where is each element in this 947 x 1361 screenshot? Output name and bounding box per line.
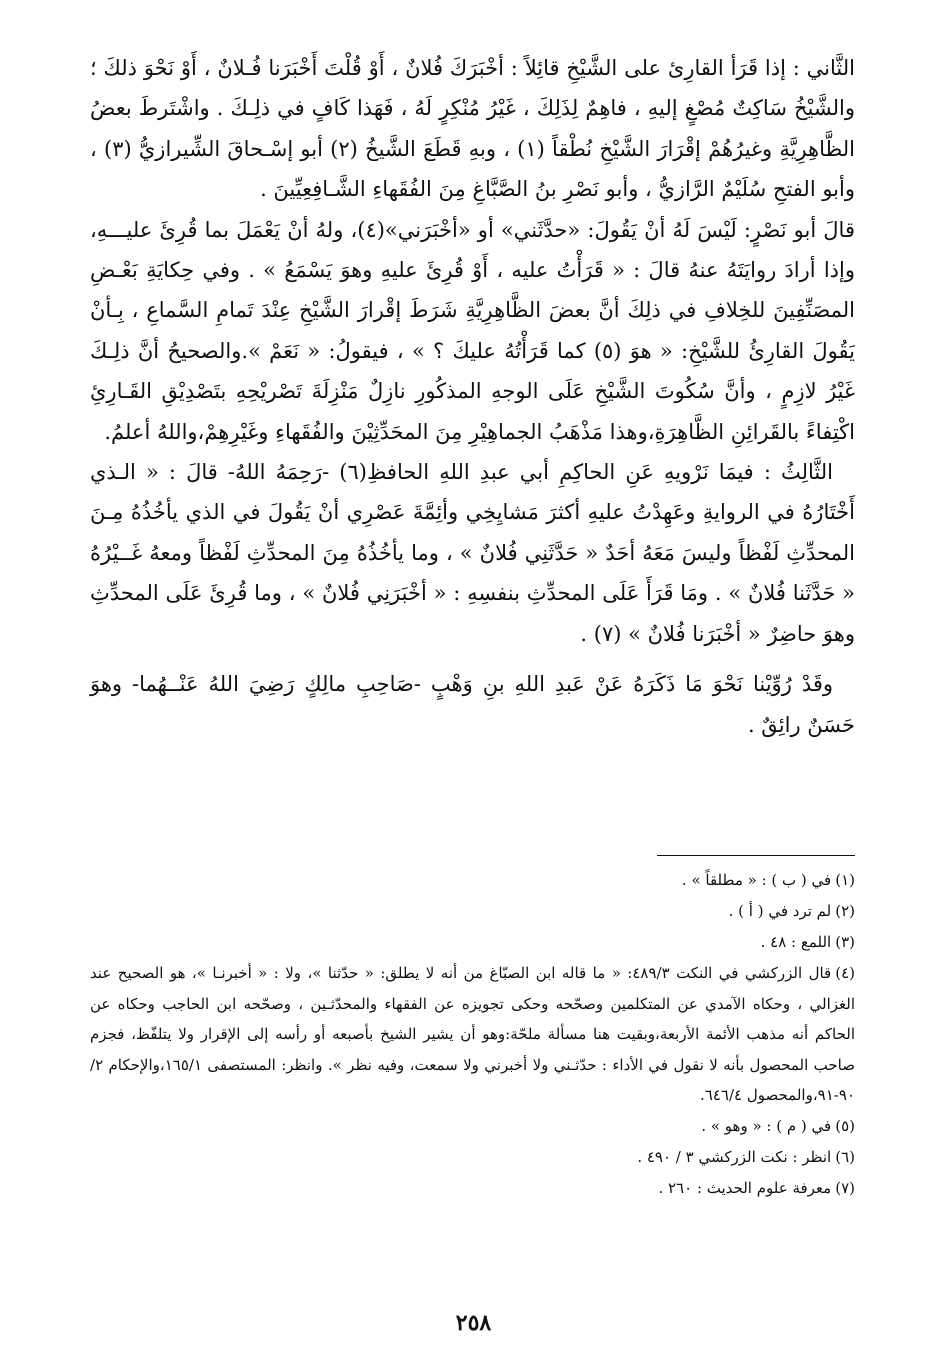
footnote-number: (٢)	[835, 902, 855, 920]
main-text-body	[90, 48, 855, 745]
footnote-item	[90, 958, 855, 1111]
paragraph-ibn-wahb: وقَدْ رُوِّيْنا نَحْوَ مَا ذَكَرَهُ عَنْ عَبدِ اللهِ بنِ وَهْبٍ -صَاحِبِ مالِكٍ رَضِيَ اللهُ عَنْــهُما- وهوَ حَسَنٌ رائِقٌ .	[90, 672, 855, 737]
footnote-number: (٣)	[835, 933, 855, 951]
footnote-text: قال الزركشي في النكت ٤٨٩/٣: « ما قاله ابن الصبّاغ من أنه لا يطلق: « حدّثنا »، ولا : « أخبرنـا »، هو الصحيح عند الغزالي ، وحكاه الآمدي عن المتكلمين وصحّحه وحكى تجويزه عن الفقهاء والمحدّثـين ، وصحّحه ابن الحاجب وحكاه عن الحاكم أنه مذهب الأئمة الأربعة،وبقيت هنا مسألة ملحّة:وهو أن يشير الشيخ بأصبعه أو رأسه إلى الإقرار ولا يتلفّظ، فجزم صاحب المحصول بأنه لا نقول في الأداء : حدّثـني ولا أخبرني ولا سمعت، وفيه نظر ». وانظر: المستصفى ١٦٥/١،والإحكام ٢/ ٩٠-٩١،والمحصول ٦٤٦/٤.	[90, 964, 855, 1105]
footnote-number: (٦)	[835, 1147, 855, 1166]
page-number: ٢٥٨	[455, 1310, 492, 1336]
footnote-text: انظر : نكت الزركشي ٣ / ٤٩٠ .	[637, 1147, 832, 1166]
footnote-number: (٤)	[835, 964, 855, 982]
footnote-number: (١)	[835, 871, 855, 889]
footnote-item	[90, 1173, 855, 1204]
footnote-text: معرفة علوم الحديث : ٢٦٠ .	[658, 1178, 832, 1197]
footnote-text: في ( ب ) : « مطلقاً » .	[681, 871, 832, 889]
footnote-item	[90, 865, 855, 896]
paragraph-second-point: الثَّاني : إذا قَرَأ القارِئ على الشَّيْخِ قائِلاً : أخْبَرَكَ فُلانٌ ، أَوْ قُلْتَ أَخْبَرَنا فُـلانٌ ، أَوْ نَحْوَ ذلكَ ؛ والشَّيْخُ سَاكِتٌ مُصْغٍ إليهِ ، فاهِمٌ لِذَلِكَ ، غَيْرُ مُنْكِرٍ لَهُ ، فَهَذا كَافٍ في ذلِـكَ . واشْتَرطَ بعضُ الظَّاهِرِيَّةِ وغيرُهُمْ إقْرَارَ الشَّيْخِ نُطْقاً (١) ، وبهِ قَطَعَ الشَّيخُ (٢) أبو إسْـحاقَ الشِّيرازيُّ (٣) ، وأبو الفتحِ سُلَيْمٌ الرَّازيُّ ، وأبو نَصْرِ بنُ الصَّبَّاغِ مِنَ الفُقَهاءِ الشَّـافِعِيِّينَ .	[90, 56, 855, 202]
book-page	[90, 48, 855, 1338]
footnote-text: لم ترد في ( أ ) .	[728, 902, 832, 920]
footnote-number: (٥)	[835, 1116, 855, 1135]
paragraph-abu-nasr: قالَ أبو نَصْرٍ: لَيْسَ لَهُ أنْ يَقُولَ: «حدَّثَني» أو «أخْبَرَني»(٤)، ولهُ أنْ يَعْمَلَ بما قُرِئَ عليـــهِ، وإذا أرادَ روايَتَهُ عنهُ قالَ : « قَرَأْتُ عليه ، أَوْ قُرِئَ عليهِ وهوَ يَسْمَعُ » . وفي حِكايَةِ بَعْـضِ المصَنِّفِينَ للخِلافِ في ذلِكَ أنَّ بعضَ الظَّاهِرِيَّةِ شَرَطَ إقْرارَ الشَّيْخِ عِنْدَ تَمامِ السَّماعِ ، بِـأنْ يَقُولَ القارِئُ للشَّيْخِ: « هوَ (٥) كما قَرَأْتُهُ عليكَ ؟ » ، فيقولُ: « نَعَمْ ».والصحيحُ أنَّ ذلِـكَ غَيْرُ لازِمٍ ، وأنَّ سُكُوتَ الشَّيْخِ عَلَى الوجهِ المذكُورِ نازِلٌ مَنْزِلَةَ تَصْريْحِهِ بتَصْدِيْقِ القَـارِئِ اكْتِفاءً بالقَرائِنِ الظَّاهِرَةِ،وهذا مَذْهَبُ الجماهِيْرِ مِنَ المحَدِّثِيْنَ والفُقَهاءِ وغَيْرِهِمْ،واللهُ أعلمُ.	[90, 217, 855, 444]
footnotes-list	[90, 865, 855, 1204]
footnote-text: اللمع : ٤٨ .	[760, 933, 832, 951]
footnote-item	[90, 1111, 855, 1142]
footnote-item	[90, 1142, 855, 1173]
footnote-number: (٧)	[835, 1178, 855, 1197]
footnote-separator	[657, 855, 855, 856]
footnote-item	[90, 927, 855, 958]
paragraph-third-point: الثَّالِثُ : فيمَا نَرْويهِ عَنِ الحاكِمِ أبي عبدِ اللهِ الحافظِ(٦) -رَحِمَهُ اللهُ- قالَ : « الـذي أَخْتَارُهُ في الروايةِ وعَهِدْتُ عليهِ أكثرَ مَشايِخِي وأئِمَّةَ عَصْرِي أنْ يَقُولَ في الذي يأخُذُهُ مِـنَ المحدِّثِ لَفْظاً وليسَ مَعَهُ أحَدٌ « حَدَّثَنِي فُلانٌ » ، وما يأخُذُهُ مِنَ المحدِّثِ لَفْظاً ومعهُ غَــيْرُهُ « حَدَّثَنا فُلانٌ » . ومَا قَرَأَ عَلَى المحدِّثِ بنفسِهِ : « أخْبَرَنِي فُلانٌ » ، وما قُرِئَ عَلَى المحدِّثِ وهوَ حاضِرٌ « أخْبَرَنا فُلانٌ » (٧) .	[90, 460, 855, 646]
footnote-item	[90, 896, 855, 927]
footnote-text: في ( م ) : « وهو » .	[701, 1116, 832, 1135]
